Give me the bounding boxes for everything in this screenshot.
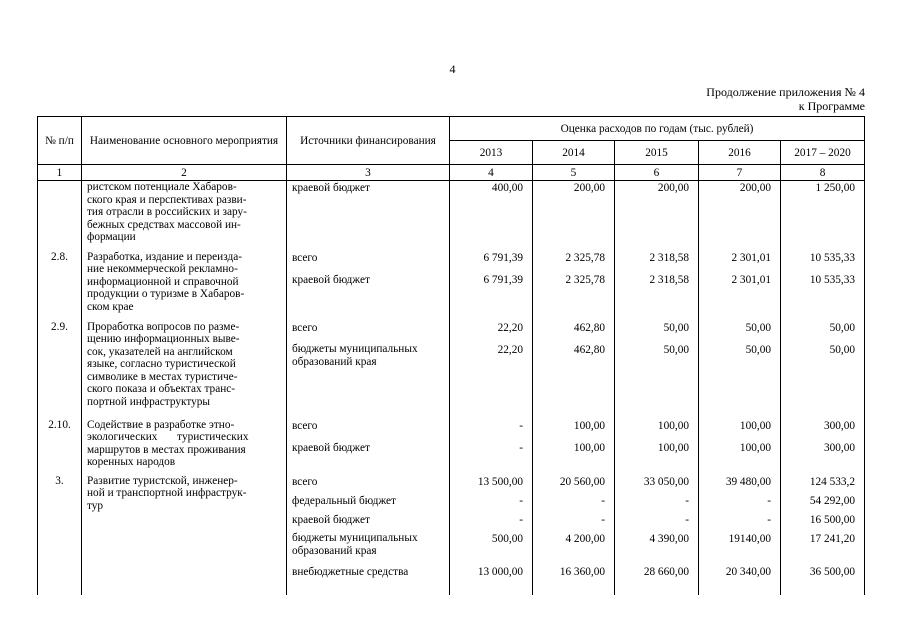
value: 4 390,00 — [649, 532, 689, 545]
value: 100,00 — [739, 419, 771, 432]
value-cell — [699, 251, 781, 321]
value: 16 360,00 — [559, 565, 605, 578]
index-cell: 2 — [82, 165, 287, 181]
value: 500,00 — [491, 532, 523, 545]
value-cell — [450, 251, 533, 321]
value-cell — [781, 321, 865, 419]
value-cell — [781, 251, 865, 321]
value: 1 250,00 — [815, 182, 856, 194]
source-label: всего — [292, 321, 318, 334]
index-cell: 8 — [781, 165, 865, 181]
value: 100,00 — [657, 441, 689, 454]
value: - — [519, 441, 523, 454]
value: 50,00 — [663, 343, 689, 356]
row-sources — [287, 419, 450, 475]
header-year: 2016 — [699, 141, 781, 165]
value: 10 535,33 — [809, 251, 856, 264]
value: - — [685, 513, 689, 526]
page-number: 4 — [449, 62, 456, 76]
row-name: Проработка вопросов по разме- щению информационных выве- сок, указателей на английском языке, согласно туристической символике в местах туристиче- ского показа и объектах транс- портной инфраструктуры — [82, 321, 287, 419]
value: 33 050,00 — [643, 475, 689, 488]
table-row — [38, 419, 865, 475]
value: - — [519, 419, 523, 432]
source-label: бюджеты муниципальных образований края — [292, 342, 418, 368]
value: 100,00 — [739, 441, 771, 454]
header-year: 2014 — [533, 141, 615, 165]
value: 36 500,00 — [809, 565, 856, 578]
value-cell — [781, 181, 865, 251]
value-cell — [533, 419, 615, 475]
value-cell — [615, 419, 699, 475]
value-cell — [450, 419, 533, 475]
value: 50,00 — [829, 343, 856, 356]
value: 100,00 — [573, 419, 605, 432]
value: - — [601, 513, 605, 526]
value: 22,20 — [497, 321, 523, 334]
value: - — [685, 494, 689, 507]
value: - — [519, 494, 523, 507]
value: - — [519, 513, 523, 526]
source-label: всего — [292, 419, 318, 432]
value: 28 660,00 — [643, 565, 689, 578]
value-cell — [533, 321, 615, 419]
value-cell — [699, 321, 781, 419]
row-sources — [287, 475, 450, 595]
index-cell: 6 — [615, 165, 699, 181]
value: 124 533,2 — [809, 475, 856, 488]
value: 2 318,58 — [649, 251, 689, 264]
source-label: краевой бюджет — [292, 182, 370, 194]
value: 462,80 — [573, 321, 605, 334]
value: 200,00 — [573, 182, 605, 194]
row-name: Развитие туристской, инженер- ной и транспортной инфраструк- тур — [82, 475, 287, 595]
index-cell: 7 — [699, 165, 781, 181]
value: - — [601, 494, 605, 507]
value: 200,00 — [657, 182, 689, 194]
source-label: краевой бюджет — [292, 513, 370, 526]
value: 6 791,39 — [483, 251, 523, 264]
value: 300,00 — [823, 419, 856, 432]
index-cell: 3 — [287, 165, 450, 181]
value-cell — [781, 419, 865, 475]
row-num: 2.8. — [38, 251, 82, 321]
value: 462,80 — [573, 343, 605, 356]
value-cell — [615, 475, 699, 595]
value: 2 318,58 — [649, 273, 689, 286]
row-name: Содействие в разработке этно- экологических туристических маршрутов в местах проживания коренных народов — [82, 419, 287, 475]
value: 20 340,00 — [725, 565, 771, 578]
value: 6 791,39 — [483, 273, 523, 286]
value-cell — [450, 321, 533, 419]
value: 19140,00 — [728, 532, 771, 545]
expenditure-table — [37, 116, 865, 595]
value-cell — [615, 181, 699, 251]
row-name: Разработка, издание и переизда- ние некоммерческой рекламно- информационной и справочной продукции о туризме в Хабаров- ском крае — [82, 251, 287, 321]
value: 20 560,00 — [559, 475, 605, 488]
value: 13 500,00 — [477, 475, 523, 488]
value: 50,00 — [829, 321, 856, 334]
value: 2 325,78 — [565, 273, 605, 286]
row-sources — [287, 251, 450, 321]
value: 200,00 — [739, 182, 771, 194]
value: 2 301,01 — [731, 273, 771, 286]
index-cell: 4 — [450, 165, 533, 181]
header-num: № п/п — [38, 117, 82, 165]
table-row — [38, 251, 865, 321]
row-num — [38, 181, 82, 251]
appendix-line-2: к Программе — [798, 99, 865, 113]
header-sources: Источники финансирования — [287, 117, 450, 165]
value: 22,20 — [497, 343, 523, 356]
row-name: ристском потенциале Хабаров- ского края и перспективах разви- тия отрасли в российских и зару- бежных средствах массовой ин- формации — [82, 181, 287, 251]
value: 2 325,78 — [565, 251, 605, 264]
value: 39 480,00 — [725, 475, 771, 488]
value: 2 301,01 — [731, 251, 771, 264]
value-cell — [450, 181, 533, 251]
value-cell — [533, 181, 615, 251]
header-name: Наименование основного мероприятия — [82, 117, 287, 165]
appendix-line-1: Продолжение приложения № 4 — [706, 85, 865, 99]
value-cell — [615, 251, 699, 321]
row-sources — [287, 321, 450, 419]
value: 50,00 — [745, 343, 771, 356]
value: 4 200,00 — [565, 532, 605, 545]
value: 10 535,33 — [809, 273, 856, 286]
source-label: всего — [292, 475, 318, 488]
value: 100,00 — [573, 441, 605, 454]
value: 300,00 — [823, 441, 856, 454]
source-label: краевой бюджет — [292, 273, 370, 286]
source-label: внебюджетные средства — [292, 565, 409, 578]
value: 50,00 — [663, 321, 689, 334]
value-cell — [781, 475, 865, 595]
source-label: бюджеты муниципальных образований края — [292, 531, 418, 557]
source-label: федеральный бюджет — [292, 494, 396, 507]
value: 13 000,00 — [477, 565, 523, 578]
value: 50,00 — [745, 321, 771, 334]
value: 100,00 — [657, 419, 689, 432]
header-year: 2017 – 2020 — [781, 141, 865, 165]
row-sources — [287, 181, 450, 251]
header-year: 2013 — [450, 141, 533, 165]
index-cell: 5 — [533, 165, 615, 181]
value-cell — [450, 475, 533, 595]
index-cell: 1 — [38, 165, 82, 181]
table-row — [38, 181, 865, 251]
value: - — [767, 494, 771, 507]
table-row — [38, 321, 865, 419]
value-cell — [699, 181, 781, 251]
header-estimate: Оценка расходов по годам (тыс. рублей) — [450, 117, 865, 141]
source-label: всего — [292, 251, 318, 264]
appendix-caption — [706, 85, 865, 113]
value-cell — [533, 475, 615, 595]
value-cell — [699, 419, 781, 475]
value: - — [767, 513, 771, 526]
source-label: краевой бюджет — [292, 441, 370, 454]
header-year: 2015 — [615, 141, 699, 165]
value: 54 292,00 — [809, 494, 856, 507]
value: 400,00 — [491, 182, 523, 194]
value-cell — [615, 321, 699, 419]
table-row — [38, 475, 865, 595]
value: 17 241,20 — [809, 532, 856, 545]
row-num: 2.10. — [38, 419, 82, 475]
value: 16 500,00 — [809, 513, 856, 526]
value-cell — [533, 251, 615, 321]
value-cell — [699, 475, 781, 595]
row-num: 3. — [38, 475, 82, 595]
row-num: 2.9. — [38, 321, 82, 419]
